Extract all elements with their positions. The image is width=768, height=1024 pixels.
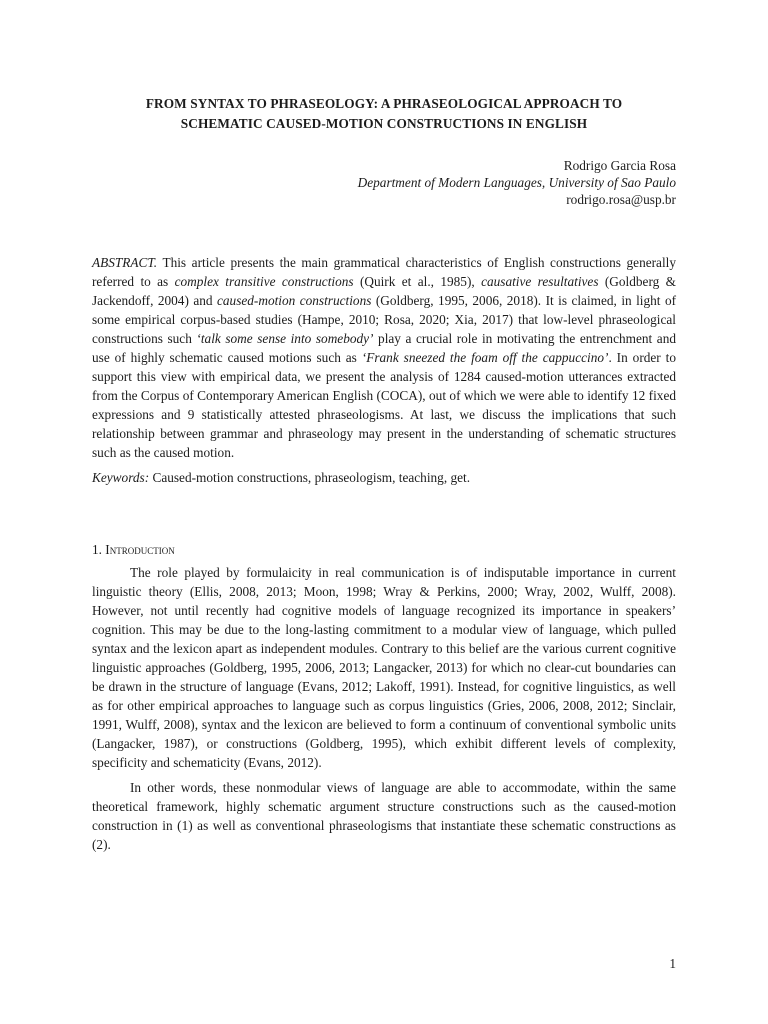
- intro-paragraph-2: In other words, these nonmodular views of language are able to accommodate, within the same theoretical framework, highly schematic argument structure constructions such as the caused-motion construction in (1) as well as conventional phraseologisms that instantiate these schematic constructions as (2).: [92, 780, 676, 852]
- paper-page: [92, 94, 676, 854]
- abstract-label: ABSTRACT.: [92, 255, 158, 270]
- keywords: [92, 468, 676, 487]
- abstract-text-2: (Quirk et al., 1985),: [353, 274, 482, 289]
- abstract-italic-5: ‘Frank sneezed the foam off the cappuccino’: [361, 350, 609, 365]
- abstract-italic-1: complex transitive constructions: [174, 274, 354, 289]
- abstract-text-3: (Goldberg & Jackendoff, 2004) and: [92, 274, 677, 308]
- section-heading-introduction: 1. Introduction: [92, 542, 175, 557]
- author-block: [92, 157, 676, 208]
- page-number: 1: [669, 956, 676, 971]
- abstract-text-4: (Goldberg, 1995, 2006, 2018). It is claimed, in light of some empirical corpus-based studies (Hampe, 2010; Rosa, 2020; Xia, 2017) that low-level phraseological constructions such: [92, 293, 677, 346]
- author-department: Department of Modern Languages, University of Sao Paulo: [357, 175, 676, 190]
- abstract-text-6: . In order to support this view with empirical data, we present the analysis of 1284 caused-motion utterances extracted from the Corpus of Contemporary American English (COCA), out of which we were able to identify 12 fixed expressions and 9 statistically attested phraseologisms. At last, we discuss the implications that such relationship between grammar and phraseology may present in the understanding of schematic structures such as the caused motion.: [92, 350, 676, 460]
- abstract-italic-4: ‘talk some sense into somebody’: [196, 331, 374, 346]
- abstract-italic-3: caused-motion constructions: [217, 293, 372, 308]
- abstract-italic-2: causative resultatives: [481, 274, 599, 289]
- abstract-text-1: This article presents the main grammatical characteristics of English constructions generally referred to as: [92, 255, 676, 289]
- author-email[interactable]: rodrigo.rosa@usp.br: [566, 192, 676, 207]
- keywords-text: Caused-motion constructions, phraseologism, teaching, get.: [149, 470, 471, 485]
- keywords-label: Keywords:: [92, 470, 150, 485]
- abstract: [92, 253, 676, 462]
- paper-title: [92, 94, 676, 134]
- abstract-text-5: play a crucial role in motivating the entrenchment and use of highly schematic caused motions such as: [92, 331, 676, 365]
- author-name: Rodrigo Garcia Rosa: [563, 158, 676, 173]
- title-line-1: FROM SYNTAX TO PHRASEOLOGY: A PHRASEOLOGICAL APPROACH TO: [145, 96, 623, 111]
- intro-paragraph-1: The role played by formulaicity in real communication is of indisputable importance in current linguistic theory (Ellis, 2008, 2013; Moon, 1998; Wray & Perkins, 2000; Wray, 2002, Wulff, 2008). However, not until recently had cognitive models of language recognized its importance in speakers’ cognition. This may be due to the long-lasting commitment to a modular view of language, which pulled syntax and the lexicon apart as independent modules. Contrary to this belief are the various current cognitive linguistic approaches (Goldberg, 1995, 2006, 2013; Langacker, 2013) for which no clear-cut boundaries can be drawn in the structure of language (Evans, 2012; Lakoff, 1991). Instead, for cognitive linguistics, as well as for other empirical approaches to language such as corpus linguistics (Gries, 2006, 2008, 2012; Sinclair, 1991, Wulff, 2008), syntax and the lexicon are believed to form a continuum of conventional symbolic units (Langacker, 1987), or constructions (Goldberg, 1995), which exhibit different levels of complexity, specificity and schematicity (Evans, 2012).: [92, 565, 676, 770]
- title-line-2: SCHEMATIC CAUSED-MOTION CONSTRUCTIONS IN ENGLISH: [180, 116, 588, 131]
